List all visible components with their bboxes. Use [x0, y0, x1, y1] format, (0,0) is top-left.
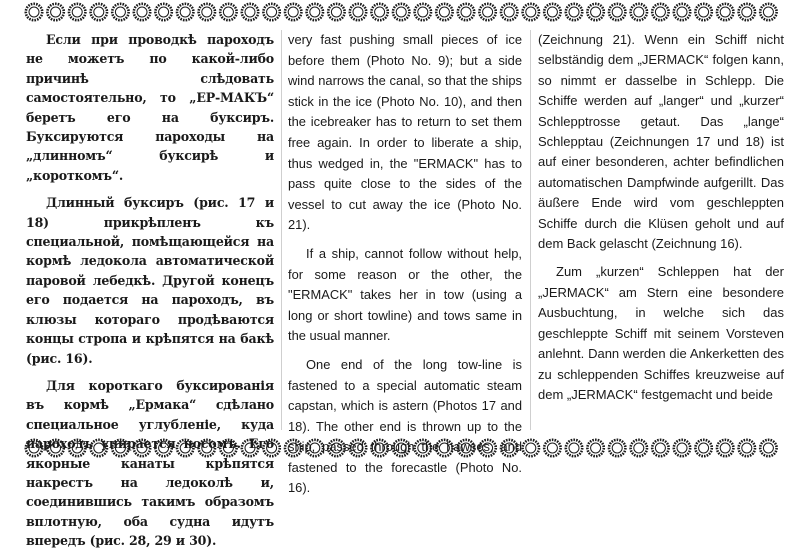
top-ornament-border — [24, 1, 784, 23]
ornament-ring — [177, 4, 193, 20]
ornament-ring — [523, 440, 539, 456]
english-paragraph: very fast pushing small pieces of ice before them (Photo No. 9); but a side wind narrows the canal, so that the ships stick in the ice (Photo No. 10), and then the icebreaker has to return to set them free again. In order to liberate a ship, thus wedged in, the "ERMACK" has to pass quite close to the sides of the vessel to cut away the ice (Photo No. 21). — [288, 32, 522, 233]
ornament-ring — [566, 440, 582, 456]
ornament-ring — [739, 440, 755, 456]
ornament-ring — [587, 4, 603, 20]
ornament-ring — [479, 440, 495, 456]
ornament-ring — [609, 4, 625, 20]
ornament-ring — [415, 4, 431, 20]
ornament-ring — [112, 440, 128, 456]
ornament-ring — [544, 4, 560, 20]
ornament-ring — [242, 4, 258, 20]
ornament-ring — [263, 4, 279, 20]
ornament-ring — [69, 440, 85, 456]
ornament-ring — [350, 4, 366, 20]
ornament-ring — [393, 4, 409, 20]
ornament-ring — [760, 440, 776, 456]
ornament-ring — [458, 4, 474, 20]
ornament-ring — [393, 440, 409, 456]
ornament-ring — [631, 440, 647, 456]
ornament-ring — [760, 4, 776, 20]
german-paragraph: Zum „kurzen“ Schleppen hat der „JERMACK“ am Stern eine besondere Ausbuchtung, in welche sich das geschleppte Schiff mit seinem Vorsteven anlehnt. Dann werden die Ankerketten des zu schleppenden Schiffes kreuzweise auf dem „JERMACK“ festgemacht und beide — [538, 264, 784, 402]
ornament-ring — [371, 440, 387, 456]
ornament-ring — [415, 440, 431, 456]
english-paragraph: One end of the long tow-line is fastened to a special automatic steam capstan, which is astern (Photos 17 and 18). The other end is thrown up to the ship, passed through the hawses, and fastened to the forecastle (Photo No. 16). — [288, 356, 522, 496]
ornament-ring — [91, 440, 107, 456]
ornament-ring — [177, 440, 193, 456]
german-paragraph: (Zeichnung 21). Wenn ein Schiff nicht selbständig dem „JERMACK“ folgen kann, so nimmt er dasselbe in Schlepp. Die Schiffe werden auf „langer“ und „kurzer“ Schlepptrosse getaut. Das „lange“ Schlepptau (Zeichnungen 17 und 18) ist auf einer besonderen, achter befindlichen automatischen Dampfwinde aufgerillt. Das äußere Ende wird vom geschleppten Schiffe durch die Klüsen geholt und auf dem Back gelascht (Zeichnung 16). — [538, 32, 784, 252]
ornament-ring — [69, 4, 85, 20]
ornament-ring — [436, 440, 452, 456]
ornament-ring — [674, 4, 690, 20]
russian-paragraph: Если при проводкѣ пароходъ не можетъ по какой-либо причинѣ слѣдовать самостоятельно, то „ЕР-МАКЪ“ беретъ его на буксиръ. Буксируются пароходы на „длинномъ“ буксирѣ и „короткомъ“. — [26, 32, 274, 183]
ornament-ring — [652, 440, 668, 456]
ornament-ring — [371, 4, 387, 20]
ornament-ring — [350, 440, 366, 456]
ornament-ring — [695, 440, 711, 456]
ornament-ring — [285, 440, 301, 456]
column-divider — [281, 30, 282, 430]
russian-column — [26, 30, 274, 549]
ornament-ring — [436, 4, 452, 20]
ornament-ring — [328, 440, 344, 456]
ornament-ring — [652, 4, 668, 20]
ornament-ring — [328, 4, 344, 20]
ring-chain-ornament-icon — [24, 437, 784, 459]
ornament-ring — [285, 4, 301, 20]
english-column — [288, 30, 522, 496]
ornament-ring — [134, 4, 150, 20]
ring-chain-ornament-icon — [24, 1, 784, 23]
ornament-ring — [458, 440, 474, 456]
ornament-ring — [307, 4, 323, 20]
ornament-ring — [544, 440, 560, 456]
bottom-ornament-border — [24, 437, 784, 459]
ornament-ring — [587, 440, 603, 456]
ornament-ring — [263, 440, 279, 456]
english-paragraph: If a ship, cannot follow without help, for some reason or the other, the "ERMACK" takes her in tow (using a long or short towline) and tows same in the usual manner. — [288, 245, 522, 344]
ornament-ring — [91, 4, 107, 20]
ornament-ring — [609, 440, 625, 456]
ornament-ring — [26, 440, 42, 456]
ornament-ring — [695, 4, 711, 20]
russian-paragraph: Длинный буксиръ (рис. 17 и 18) прикрѣпленъ къ специальной, помѣщающейся на кормѣ ледокола автоматической паровой лебедкѣ. Другой конецъ его подается на пароходъ, въ клюзы котораго продѣваются концы стропа и крѣпятся на бакѣ (рис. 16). — [26, 195, 274, 366]
ornament-ring — [739, 4, 755, 20]
ornament-ring — [501, 440, 517, 456]
german-column — [538, 30, 784, 430]
ornament-ring — [674, 440, 690, 456]
russian-paragraph: Для короткаго буксированія въ кормѣ „Ермака“ сдѣлано специальное углубленіе, куда пароходъ упирается носомъ. Его якорные канаты крѣпятся накрестъ на ледоколѣ и, соединившись такимъ образомъ вплотную, оба судна идутъ впередъ (рис. 28, 29 и 30). — [26, 377, 274, 549]
ornament-ring — [631, 4, 647, 20]
ornament-ring — [717, 440, 733, 456]
ornament-ring — [47, 440, 63, 456]
ornament-ring — [566, 4, 582, 20]
ornament-ring — [717, 4, 733, 20]
ornament-ring — [479, 4, 495, 20]
ornament-ring — [307, 440, 323, 456]
ornament-ring — [155, 4, 171, 20]
ornament-ring — [523, 4, 539, 20]
ornament-ring — [26, 4, 42, 20]
ornament-ring — [501, 4, 517, 20]
ornament-ring — [220, 4, 236, 20]
ornament-ring — [112, 4, 128, 20]
ornament-ring — [199, 440, 215, 456]
ornament-ring — [242, 440, 258, 456]
column-divider — [530, 30, 531, 430]
ornament-ring — [155, 440, 171, 456]
ornament-ring — [47, 4, 63, 20]
ornament-ring — [199, 4, 215, 20]
ornament-ring — [220, 440, 236, 456]
ornament-ring — [134, 440, 150, 456]
